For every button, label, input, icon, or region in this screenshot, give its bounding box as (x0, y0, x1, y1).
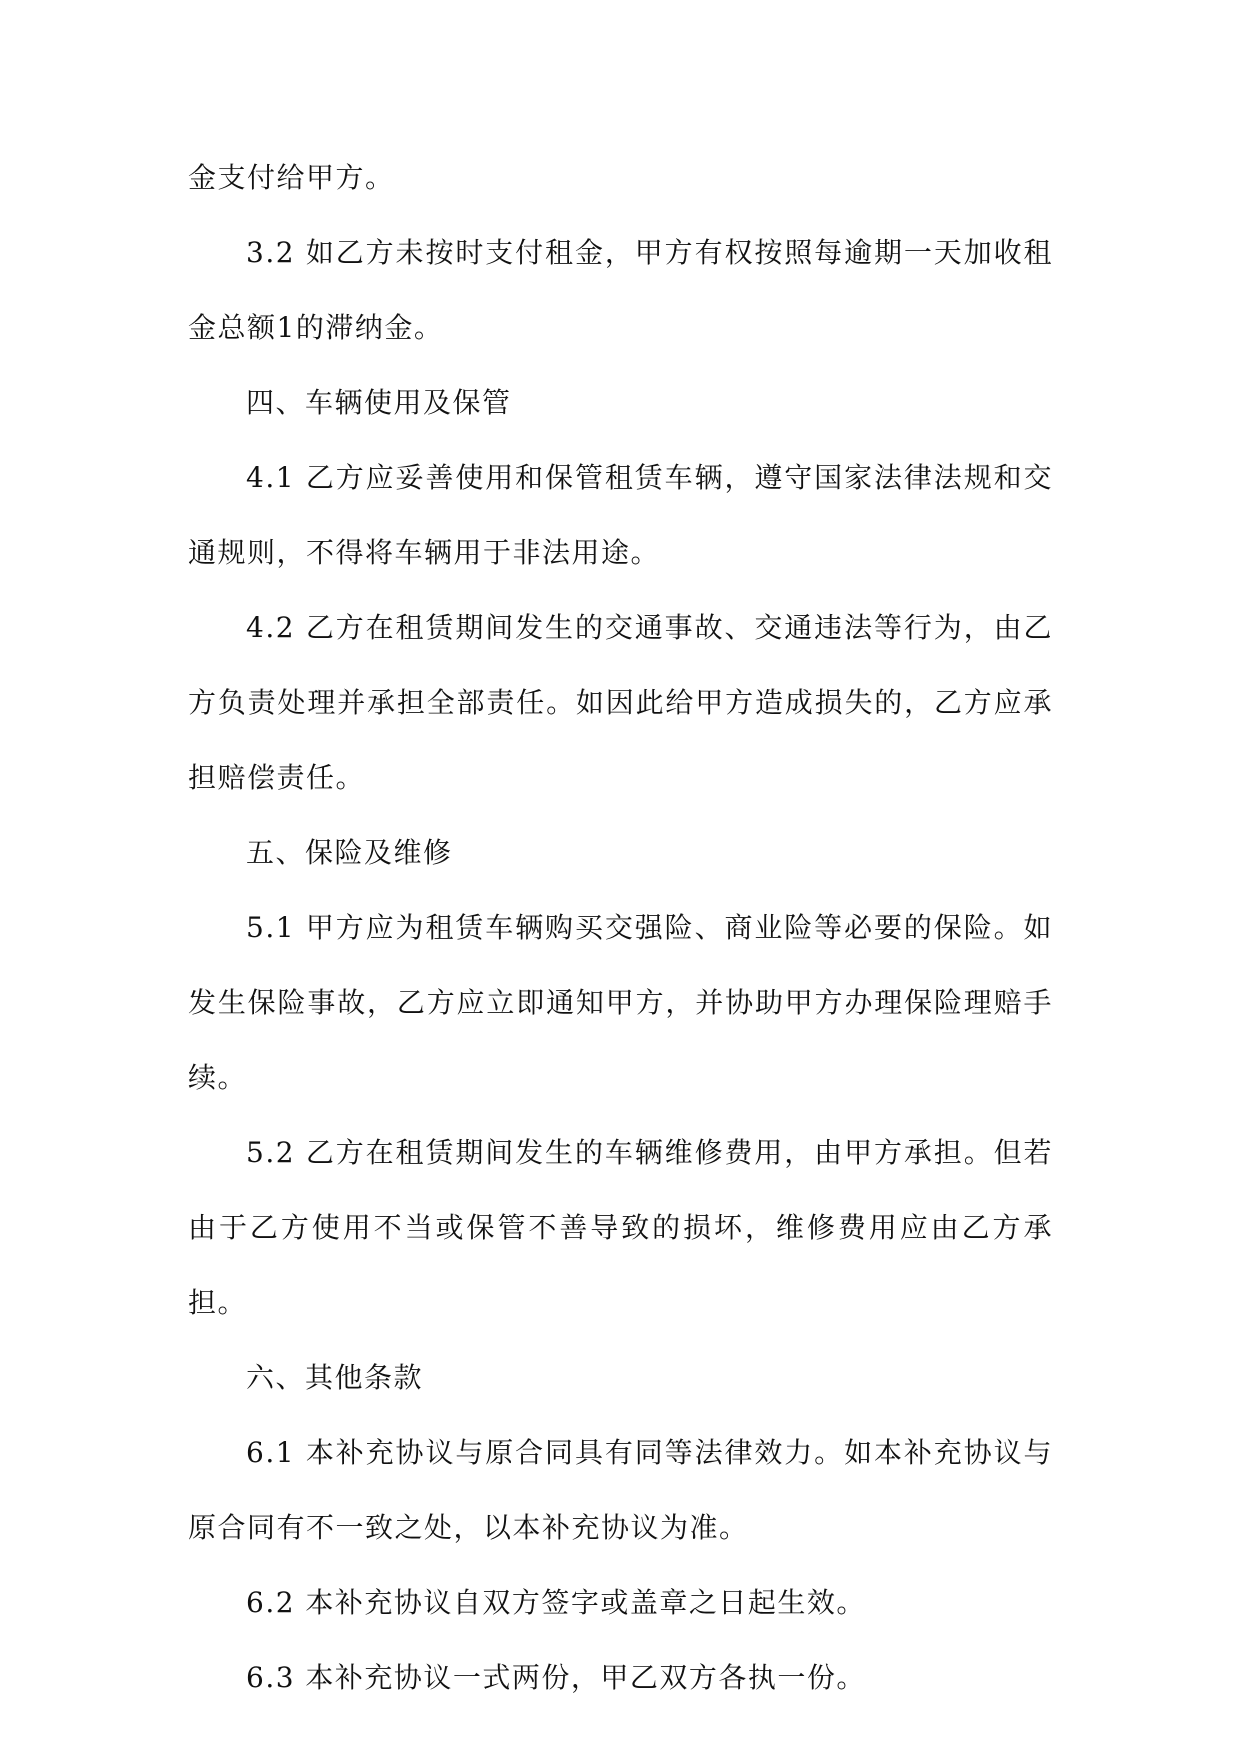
clause-5-1: 5.1 甲方应为租赁车辆购买交强险、商业险等必要的保险。如发生保险事故，乙方应立即通知甲方，并协助甲方办理保险理赔手续。 (188, 911, 1053, 1094)
clause-4-1: 4.1 乙方应妥善使用和保管租赁车辆，遵守国家法律法规和交通规则，不得将车辆用于非法用途。 (188, 461, 1053, 569)
section-heading-5: 五、保险及维修 (246, 836, 453, 869)
section-heading-4: 四、车辆使用及保管 (246, 386, 512, 419)
paragraph-continuation: 金支付给甲方。 (188, 161, 395, 194)
clause-6-1: 6.1 本补充协议与原合同具有同等法律效力。如本补充协议与原合同有不一致之处，以本补充协议为准。 (188, 1436, 1053, 1544)
clause-3-2: 3.2 如乙方未按时支付租金，甲方有权按照每逾期一天加收租金总额1的滞纳金。 (188, 236, 1053, 344)
clause-6-2: 6.2 本补充协议自双方签字或盖章之日起生效。 (246, 1586, 866, 1619)
clause-6-3: 6.3 本补充协议一式两份，甲乙双方各执一份。 (246, 1661, 866, 1694)
document-body (188, 140, 1053, 1715)
clause-4-2: 4.2 乙方在租赁期间发生的交通事故、交通违法等行为，由乙方负责处理并承担全部责任。如因此给甲方造成损失的，乙方应承担赔偿责任。 (188, 611, 1053, 794)
section-heading-6: 六、其他条款 (246, 1361, 424, 1394)
clause-5-2: 5.2 乙方在租赁期间发生的车辆维修费用，由甲方承担。但若由于乙方使用不当或保管不善导致的损坏，维修费用应由乙方承担。 (188, 1136, 1053, 1319)
